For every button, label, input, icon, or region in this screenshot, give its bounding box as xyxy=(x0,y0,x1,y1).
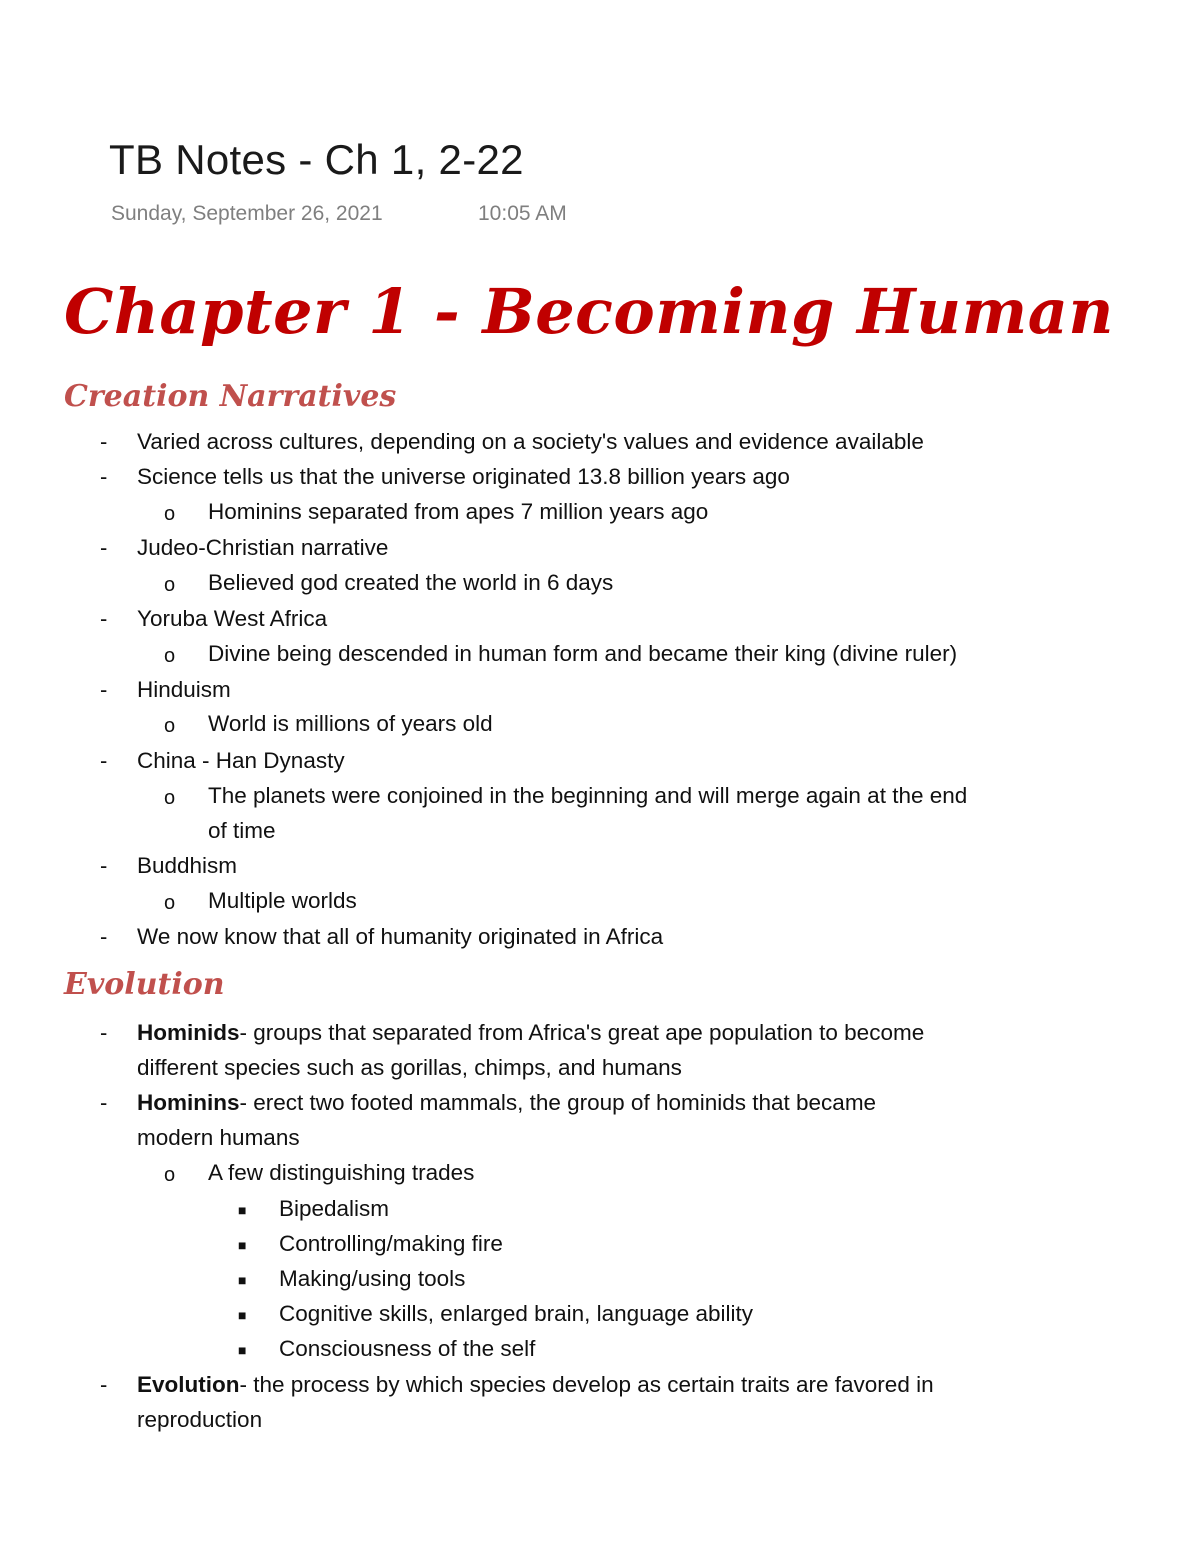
circle-bullet: o xyxy=(164,645,176,667)
sub-list-item: The planets were conjoined in the beginning and will merge again at the end xyxy=(208,783,968,808)
list-item: Hinduism xyxy=(137,677,231,702)
note-date: Sunday, September 26, 2021 xyxy=(111,202,383,225)
list-item: Judeo-Christian narrative xyxy=(137,535,389,560)
dash-bullet: - xyxy=(100,535,108,560)
dash-bullet: - xyxy=(100,606,108,631)
section-heading-creation-narratives: Creation Narratives xyxy=(64,379,397,414)
sub-list-item: Multiple worlds xyxy=(208,888,357,913)
dash-bullet: - xyxy=(100,429,108,454)
dash-bullet: - xyxy=(100,853,108,878)
definition-text: - groups that separated from Africa's great ape population to become xyxy=(239,1020,925,1045)
sub-sub-list-item: Bipedalism xyxy=(279,1196,390,1221)
list-item: Yoruba West Africa xyxy=(137,606,328,631)
definition-item xyxy=(137,1018,924,1048)
dash-bullet: - xyxy=(100,748,108,773)
dash-bullet: - xyxy=(100,1372,108,1397)
list-item: Buddhism xyxy=(137,853,238,878)
dash-bullet: - xyxy=(100,464,108,489)
circle-bullet: o xyxy=(164,787,176,809)
sub-list-item-continuation: of time xyxy=(208,818,276,843)
chapter-heading: Chapter 1 - Becoming Human xyxy=(64,275,1114,348)
page-title: TB Notes - Ch 1, 2-22 xyxy=(109,136,524,183)
circle-bullet: o xyxy=(164,1164,176,1186)
sub-sub-list-item: Consciousness of the self xyxy=(279,1336,536,1361)
sub-list-item: World is millions of years old xyxy=(208,711,493,736)
definition-text: - erect two footed mammals, the group of hominids that became xyxy=(239,1090,877,1115)
definition-item xyxy=(137,1088,876,1118)
sub-list-item: Hominins separated from apes 7 million years ago xyxy=(208,499,709,524)
sub-list-item: Believed god created the world in 6 days xyxy=(208,570,614,595)
dash-bullet: - xyxy=(100,677,108,702)
square-bullet: ■ xyxy=(238,1237,247,1253)
term-hominids: Hominids xyxy=(137,1020,240,1045)
dash-bullet: - xyxy=(100,924,108,949)
definition-text: - the process by which species develop as certain traits are favored in xyxy=(239,1372,934,1397)
sub-sub-list-item: Cognitive skills, enlarged brain, language ability xyxy=(279,1301,754,1326)
circle-bullet: o xyxy=(164,503,176,525)
sub-list-item: A few distinguishing trades xyxy=(208,1160,475,1185)
circle-bullet: o xyxy=(164,574,176,596)
square-bullet: ■ xyxy=(238,1272,247,1288)
term-hominins: Hominins xyxy=(137,1090,240,1115)
dash-bullet: - xyxy=(100,1020,108,1045)
circle-bullet: o xyxy=(164,715,176,737)
definition-item xyxy=(137,1370,934,1400)
list-item: Varied across cultures, depending on a society's values and evidence available xyxy=(137,429,924,454)
list-item: Science tells us that the universe originated 13.8 billion years ago xyxy=(137,464,790,489)
list-item-continuation: different species such as gorillas, chimps, and humans xyxy=(137,1055,682,1080)
sub-sub-list-item: Controlling/making fire xyxy=(279,1231,503,1256)
list-item: We now know that all of humanity originated in Africa xyxy=(137,924,664,949)
dash-bullet: - xyxy=(100,1090,108,1115)
section-heading-evolution: Evolution xyxy=(64,967,225,1002)
sub-sub-list-item: Making/using tools xyxy=(279,1266,466,1291)
list-item-continuation: reproduction xyxy=(137,1407,263,1432)
square-bullet: ■ xyxy=(238,1307,247,1323)
list-item-continuation: modern humans xyxy=(137,1125,300,1150)
list-item: China - Han Dynasty xyxy=(137,748,345,773)
note-time: 10:05 AM xyxy=(478,202,567,225)
square-bullet: ■ xyxy=(238,1202,247,1218)
term-evolution: Evolution xyxy=(137,1372,240,1397)
sub-list-item: Divine being descended in human form and became their king (divine ruler) xyxy=(208,641,958,666)
square-bullet: ■ xyxy=(238,1342,247,1358)
circle-bullet: o xyxy=(164,892,176,914)
